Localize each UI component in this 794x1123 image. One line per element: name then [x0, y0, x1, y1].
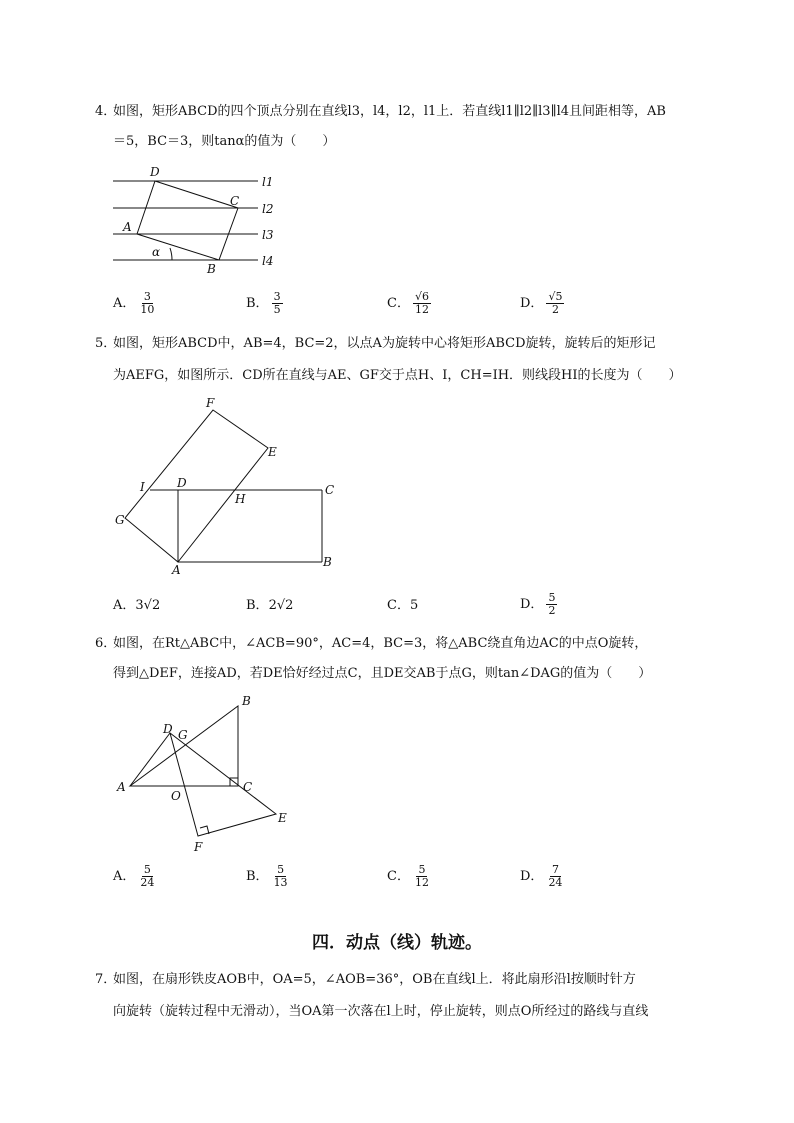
q5-option-a[interactable]: A．3√2: [113, 598, 161, 613]
q6-label-b: B: [242, 694, 251, 708]
q4-label-c: C: [230, 194, 240, 208]
q6-text-line1: 如图，在Rt△ABC中，∠ACB=90°，AC=4，BC=3，将△ABC绕直角边AC的中点O旋转，: [113, 636, 648, 651]
q6-number: 6．: [95, 636, 117, 651]
q4-option-c[interactable]: C． $\frac{√6}{12}$: [387, 290, 429, 316]
q5-label-g: G: [115, 513, 125, 527]
q6-option-a[interactable]: A． $\frac{5}{24}$: [113, 863, 155, 889]
q7-text-line1: 如图，在扇形铁皮AOB中，OA=5，∠AOB=36°，OB在直线l上．将此扇形沿l按顺时针方: [113, 972, 636, 987]
triangle-def: [170, 733, 276, 836]
q4-label-l3: l3: [262, 228, 274, 242]
q5-label-a: A: [172, 563, 181, 577]
q4-label-d: D: [150, 165, 160, 179]
q6-option-b[interactable]: B． $\frac{5}{13}$: [246, 863, 288, 889]
q6-label-f: F: [194, 840, 203, 854]
q5-label-c: C: [325, 483, 335, 497]
q5-label-h: H: [235, 492, 246, 506]
q6-label-c: C: [243, 780, 253, 794]
q6-option-c[interactable]: C． $\frac{5}{12}$: [387, 863, 429, 889]
q5-option-c[interactable]: C．5: [387, 598, 419, 613]
q4-number: 4．: [95, 104, 117, 119]
q5-label-e: E: [268, 445, 277, 459]
q4-label-l2: l2: [262, 202, 274, 216]
q4-label-alpha: α: [152, 245, 161, 259]
q6-label-d: D: [163, 722, 173, 736]
triangle-abc: [130, 706, 238, 786]
q6-label-g: G: [178, 728, 188, 742]
q4-label-b: B: [207, 262, 216, 276]
q4-label-l1: l1: [262, 175, 274, 189]
q5-label-i: I: [140, 480, 145, 494]
segment-ad: [130, 733, 170, 786]
q7-text-line2: 向旋转（旋转过程中无滑动），当OA第一次落在l上时，停止旋转，则点O所经过的路线与直线: [113, 1004, 649, 1019]
q4-option-d[interactable]: D． $\frac{√5}{2}$: [520, 290, 563, 316]
q5-option-b[interactable]: B．2√2: [246, 598, 294, 613]
q6-option-d[interactable]: D． $\frac{7}{24}$: [520, 863, 563, 889]
q5-text-line2: 为AEFG，如图所示．CD所在直线与AE、GF交于点H、I，CH=IH．则线段HI的长度为（ ）: [113, 368, 682, 383]
q6-label-a: A: [117, 780, 126, 794]
q4-text-line2: ＝5，BC＝3，则tanα的值为（ ）: [113, 134, 336, 149]
q4-label-a: A: [123, 220, 132, 234]
q4-label-l4: l4: [262, 254, 274, 268]
q5-text-line1: 如图，矩形ABCD中，AB=4，BC=2，以点A为旋转中心将矩形ABCD旋转，旋转后的矩形记: [113, 336, 656, 351]
q5-label-d: D: [177, 476, 187, 490]
q5-label-b: B: [323, 555, 332, 569]
q7-number: 7．: [95, 972, 117, 987]
q5-number: 5．: [95, 336, 117, 351]
q6-label-e: E: [278, 811, 287, 825]
q4-text-line1: 如图，矩形ABCD的四个顶点分别在直线l3，l4，l2，l1上．若直线l1∥l2∥l3∥l4且间距相等，AB: [113, 104, 666, 119]
q5-option-d[interactable]: D． $\frac{5}{2}$: [520, 591, 556, 617]
section-title: 四．动点（线）轨迹。: [312, 933, 482, 953]
q6-text-line2: 得到△DEF，连接AD，若DE恰好经过点C，且DE交AB于点G，则tan∠DAG的值为（ ）: [113, 666, 652, 681]
q6-label-o: O: [171, 789, 181, 803]
q4-option-b[interactable]: B． $\frac{3}{5}$: [246, 290, 281, 316]
q4-option-a[interactable]: A． $\frac{3}{10}$: [113, 290, 155, 316]
q5-label-f: F: [206, 396, 215, 410]
